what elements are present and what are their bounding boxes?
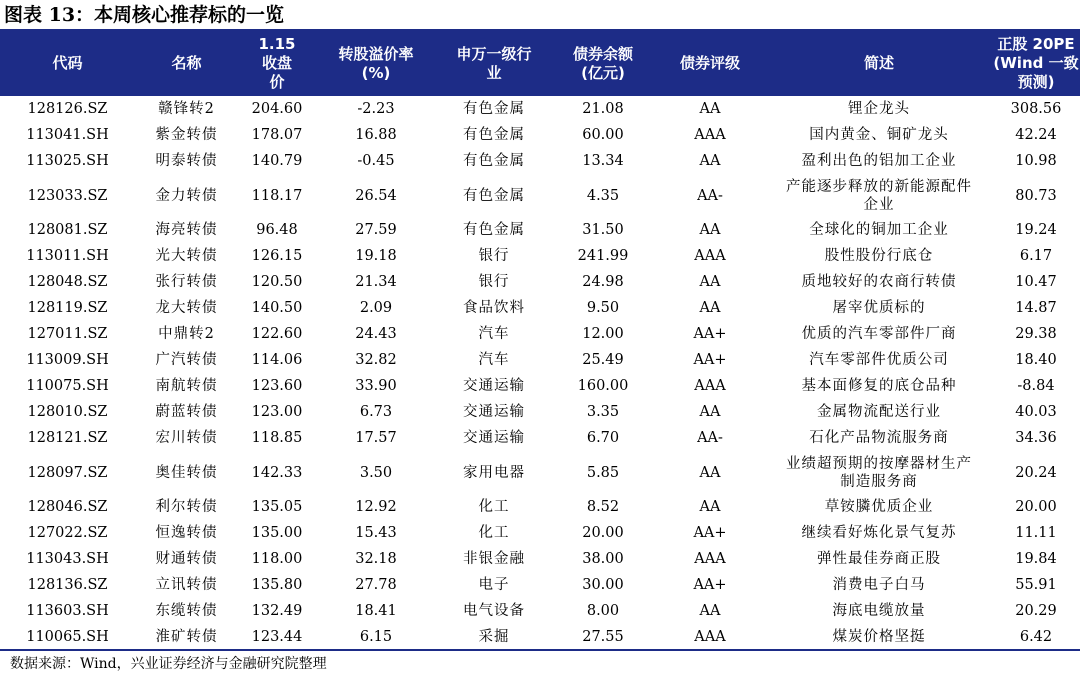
header-close: 1.15 收盘 价 [238, 31, 316, 96]
cell-desc: 汽车零部件优质公司 [809, 352, 949, 368]
table-row [0, 217, 1080, 243]
cell-desc: 全球化的铜加工企业 [809, 222, 949, 238]
cell-balance: 4.35 [586, 187, 620, 204]
cell-balance: 8.52 [586, 499, 620, 515]
table-header-row [0, 31, 1080, 96]
cell-balance: 21.08 [582, 101, 624, 117]
cell-desc: 优质的汽车零部件厂商 [801, 326, 957, 342]
cell-rating: AA+ [693, 326, 727, 342]
table-row [0, 96, 1080, 122]
cell-code: 128136.SZ [27, 577, 108, 593]
cell-pe: 34.36 [1015, 430, 1057, 446]
cell-desc: 弹性最佳券商正股 [817, 551, 941, 567]
cell-industry: 银行 [478, 248, 510, 264]
cell-close: 118.85 [251, 430, 303, 446]
cell-code: 128097.SZ [27, 464, 108, 481]
cell-premium: 19.18 [355, 248, 397, 264]
cell-rating: AA [699, 464, 721, 481]
cell-name: 光大转债 [155, 248, 218, 264]
cell-premium: 18.41 [355, 603, 397, 619]
header-code: 代码 [0, 31, 135, 96]
cell-balance: 60.00 [582, 127, 624, 143]
cell-desc: 石化产品物流服务商 [809, 430, 949, 446]
cell-name: 利尔转债 [155, 499, 218, 515]
cell-name: 立讯转债 [155, 577, 218, 593]
cell-name: 宏川转债 [155, 430, 218, 446]
cell-pe: 6.42 [992, 624, 1080, 650]
cell-premium: 21.34 [355, 274, 397, 290]
cell-pe: 14.87 [1015, 300, 1057, 316]
cell-premium: 24.43 [355, 326, 397, 342]
header-industry: 申万一级行 业 [436, 31, 552, 96]
table-row [0, 269, 1080, 295]
header-desc: 简述 [766, 31, 992, 96]
cell-premium: 16.88 [355, 127, 397, 143]
cell-industry: 汽车 [478, 326, 510, 342]
cell-balance: 3.35 [586, 404, 620, 420]
cell-balance: 9.50 [586, 300, 620, 316]
cell-premium: 17.57 [355, 430, 397, 446]
cell-close: 132.49 [251, 603, 303, 619]
cell-code: 128048.SZ [27, 274, 108, 290]
cell-name: 紫金转债 [155, 127, 218, 143]
cell-industry: 有色金属 [463, 127, 525, 143]
cell-industry: 有色金属 [463, 153, 525, 169]
cell-rating: AA [699, 300, 721, 316]
cell-rating: AA+ [693, 352, 727, 368]
cell-code: 128126.SZ [27, 101, 108, 117]
cell-code: 113009.SH [26, 352, 109, 368]
cell-desc: 盈利出色的铝加工企业 [801, 153, 957, 169]
recommendation-table [0, 31, 1080, 651]
table-row [0, 425, 1080, 451]
cell-industry: 食品饮料 [463, 300, 525, 316]
cell-close: 123.60 [251, 378, 303, 394]
cell-desc: 产能逐步释放的新能源配件企业 [786, 178, 972, 213]
cell-pe: 6.17 [1019, 248, 1053, 264]
table-body [0, 96, 1080, 650]
cell-industry: 家用电器 [463, 464, 525, 481]
source-note: 数据来源：Wind，兴业证券经济与金融研究院整理 [10, 656, 327, 672]
cell-rating: AA [699, 274, 721, 290]
header-balance: 债券余额 (亿元) [552, 31, 654, 96]
cell-balance: 5.85 [586, 464, 620, 481]
cell-code: 113043.SH [26, 551, 109, 567]
cell-desc: 草铵膦优质企业 [824, 499, 934, 515]
cell-pe: 19.84 [1015, 551, 1057, 567]
cell-industry: 非银金融 [463, 551, 525, 567]
cell-balance: 27.55 [552, 624, 654, 650]
cell-code: 127011.SZ [27, 326, 108, 342]
cell-close: 118.00 [251, 551, 303, 567]
table-row [0, 451, 1080, 494]
cell-desc: 业绩超预期的按摩器材生产制造服务商 [786, 455, 972, 490]
cell-balance: 31.50 [582, 222, 624, 238]
cell-industry: 有色金属 [463, 101, 525, 117]
cell-industry: 银行 [478, 274, 510, 290]
cell-industry: 交通运输 [463, 404, 525, 420]
table-row [0, 494, 1080, 520]
cell-desc: 屠宰优质标的 [832, 300, 926, 316]
header-pe: 正股 20PE (Wind 一致 预测) [992, 31, 1080, 96]
cell-pe: 55.91 [1015, 577, 1057, 593]
cell-code: 113603.SH [26, 603, 109, 619]
cell-premium: -0.45 [357, 153, 395, 169]
cell-balance: 241.99 [577, 248, 629, 264]
cell-industry: 化工 [478, 525, 510, 541]
cell-balance: 30.00 [582, 577, 624, 593]
cell-industry: 采掘 [436, 624, 552, 650]
cell-pe: 29.38 [1015, 326, 1057, 342]
cell-close: 123.44 [238, 624, 316, 650]
cell-code: 110075.SH [26, 378, 109, 394]
cell-premium: 26.54 [355, 187, 397, 204]
cell-code: 128046.SZ [27, 499, 108, 515]
cell-premium: 32.18 [355, 551, 397, 567]
cell-close: 118.17 [251, 187, 303, 204]
cell-rating: AAA [694, 378, 726, 394]
cell-name: 龙大转债 [155, 300, 218, 316]
table-row [0, 321, 1080, 347]
cell-balance: 24.98 [582, 274, 624, 290]
table-row [0, 373, 1080, 399]
cell-industry: 电气设备 [463, 603, 525, 619]
cell-code: 113025.SH [26, 153, 109, 169]
cell-pe: 42.24 [1015, 127, 1057, 143]
cell-rating: AA [699, 222, 721, 238]
cell-code: 128121.SZ [27, 430, 108, 446]
cell-desc: 基本面修复的底仓品种 [801, 378, 957, 394]
cell-desc: 金属物流配送行业 [817, 404, 941, 420]
cell-code: 127022.SZ [27, 525, 108, 541]
cell-close: 140.79 [251, 153, 303, 169]
cell-rating: AA+ [693, 525, 727, 541]
cell-industry: 汽车 [478, 352, 510, 368]
header-name: 名称 [135, 31, 238, 96]
cell-rating: AA [699, 603, 721, 619]
cell-code: 110065.SH [0, 624, 135, 650]
cell-name: 海亮转债 [155, 222, 218, 238]
cell-close: 123.00 [251, 404, 303, 420]
cell-rating: AAA [694, 551, 726, 567]
cell-close: 126.15 [251, 248, 303, 264]
cell-rating: AA- [697, 187, 723, 204]
cell-pe: 11.11 [1015, 525, 1057, 541]
cell-premium: 6.73 [359, 404, 393, 420]
cell-premium: 27.59 [355, 222, 397, 238]
cell-balance: 38.00 [582, 551, 624, 567]
cell-premium: 27.78 [355, 577, 397, 593]
cell-industry: 交通运输 [463, 430, 525, 446]
cell-rating: AA+ [693, 577, 727, 593]
cell-rating: AA [699, 101, 721, 117]
cell-industry: 有色金属 [463, 222, 525, 238]
cell-pe: 80.73 [1015, 187, 1057, 204]
cell-desc: 海底电缆放量 [832, 603, 926, 619]
table-row [0, 624, 1080, 650]
cell-desc: 股性股份行底仓 [824, 248, 934, 264]
cell-industry: 交通运输 [463, 378, 525, 394]
cell-balance: 6.70 [586, 430, 620, 446]
cell-rating: AA- [697, 430, 723, 446]
cell-name: 明泰转债 [155, 153, 218, 169]
cell-premium: 32.82 [355, 352, 397, 368]
cell-premium: -2.23 [357, 101, 395, 117]
cell-close: 114.06 [251, 352, 303, 368]
cell-code: 113011.SH [26, 248, 109, 264]
cell-code: 123033.SZ [27, 187, 108, 204]
table-row [0, 520, 1080, 546]
cell-balance: 160.00 [577, 378, 629, 394]
cell-close: 120.50 [251, 274, 303, 290]
cell-industry: 电子 [478, 577, 510, 593]
cell-code: 128010.SZ [27, 404, 108, 420]
cell-pe: 40.03 [1015, 404, 1057, 420]
cell-name: 淮矿转债 [135, 624, 238, 650]
cell-pe: 308.56 [1010, 101, 1062, 117]
cell-rating: AAA [694, 127, 726, 143]
table-row [0, 295, 1080, 321]
cell-close: 142.33 [251, 464, 303, 481]
cell-balance: 8.00 [586, 603, 620, 619]
cell-rating: AAA [694, 248, 726, 264]
cell-desc: 煤炭价格坚挺 [766, 624, 992, 650]
cell-premium: 6.15 [316, 624, 436, 650]
cell-premium: 2.09 [359, 300, 393, 316]
cell-close: 122.60 [251, 326, 303, 342]
cell-close: 135.05 [251, 499, 303, 515]
cell-name: 赣锋转2 [158, 101, 215, 117]
table-row [0, 347, 1080, 373]
cell-pe: 19.24 [1015, 222, 1057, 238]
cell-close: 204.60 [251, 101, 303, 117]
cell-desc: 国内黄金、铜矿龙头 [809, 127, 949, 143]
figure-title: 图表 13：本周核心推荐标的一览 [4, 4, 285, 26]
cell-code: 113041.SH [26, 127, 109, 143]
cell-name: 张行转债 [155, 274, 218, 290]
cell-desc: 锂企龙头 [848, 101, 910, 117]
cell-premium: 15.43 [355, 525, 397, 541]
table-row [0, 572, 1080, 598]
cell-code: 128119.SZ [27, 300, 108, 316]
cell-balance: 13.34 [582, 153, 624, 169]
cell-balance: 12.00 [582, 326, 624, 342]
header-premium: 转股溢价率 (%) [316, 31, 436, 96]
cell-pe: 20.29 [1015, 603, 1057, 619]
cell-rating: AA [699, 499, 721, 515]
cell-pe: 10.47 [1015, 274, 1057, 290]
cell-pe: 20.24 [1015, 464, 1057, 481]
cell-name: 财通转债 [155, 551, 218, 567]
cell-close: 140.50 [251, 300, 303, 316]
cell-name: 奥佳转债 [155, 464, 218, 481]
cell-pe: 20.00 [1015, 499, 1057, 515]
cell-name: 东缆转债 [155, 603, 218, 619]
cell-premium: 33.90 [355, 378, 397, 394]
cell-balance: 25.49 [582, 352, 624, 368]
table-row [0, 598, 1080, 624]
cell-pe: 10.98 [1015, 153, 1057, 169]
cell-close: 135.00 [251, 525, 303, 541]
cell-name: 南航转债 [155, 378, 218, 394]
table-row [0, 546, 1080, 572]
cell-premium: 12.92 [355, 499, 397, 515]
table-row [0, 243, 1080, 269]
cell-rating: AA [699, 153, 721, 169]
table-row [0, 174, 1080, 217]
cell-desc: 质地较好的农商行转债 [801, 274, 957, 290]
cell-premium: 3.50 [359, 464, 393, 481]
table-row [0, 399, 1080, 425]
cell-close: 96.48 [256, 222, 298, 238]
cell-pe: 18.40 [1015, 352, 1057, 368]
cell-industry: 有色金属 [463, 187, 525, 204]
cell-industry: 化工 [478, 499, 510, 515]
table-row [0, 148, 1080, 174]
cell-name: 中鼎转2 [158, 326, 215, 342]
cell-balance: 20.00 [582, 525, 624, 541]
cell-pe: -8.84 [1017, 378, 1055, 394]
cell-name: 金力转债 [155, 187, 218, 204]
cell-desc: 继续看好炼化景气复苏 [801, 525, 957, 541]
cell-code: 128081.SZ [27, 222, 108, 238]
cell-rating: AA [699, 404, 721, 420]
cell-close: 178.07 [251, 127, 303, 143]
header-rating: 债券评级 [654, 31, 766, 96]
cell-name: 恒逸转债 [155, 525, 218, 541]
cell-rating: AAA [654, 624, 766, 650]
cell-close: 135.80 [251, 577, 303, 593]
cell-name: 蔚蓝转债 [155, 404, 218, 420]
cell-name: 广汽转债 [155, 352, 218, 368]
table-row [0, 122, 1080, 148]
cell-desc: 消费电子白马 [832, 577, 926, 593]
